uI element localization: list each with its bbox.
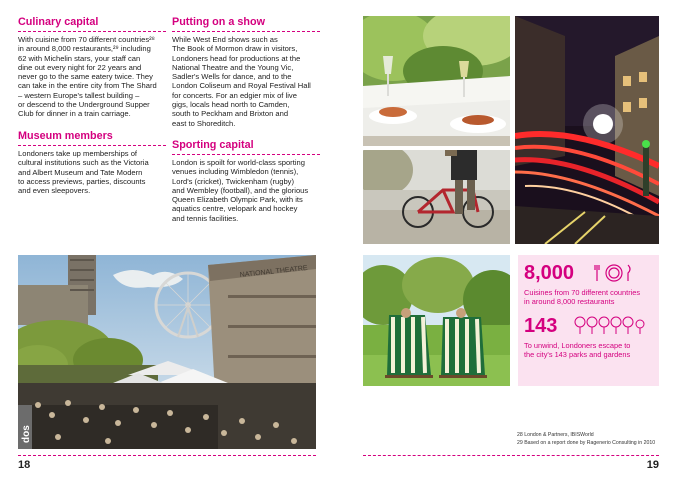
putting-heading: Putting on a show — [172, 16, 265, 28]
body-line: Sadler's Wells for dance, and to the — [172, 72, 292, 82]
body-line: can take in the entire city from The Shard — [18, 81, 157, 91]
body-line: dine out every night for 22 years and — [18, 62, 142, 72]
body-line: and tennis facilities. — [172, 213, 239, 223]
culinary-body — [18, 35, 166, 119]
body-line: Lord's (cricket), Twickenham (rugby) — [172, 176, 295, 186]
body-line: in around 8,000 restaurants,²⁹ including — [18, 44, 151, 54]
sporting-body — [172, 158, 320, 223]
night-street-photo — [515, 16, 659, 244]
cyclist-photo — [363, 150, 510, 244]
body-line: Club for dinner in a train carriage. — [18, 109, 131, 119]
trees-icon — [574, 315, 646, 340]
museum-body — [18, 149, 166, 195]
body-line: and Albert Museum and Tate Modern — [18, 167, 143, 177]
body-line: or descend to the Underground Supper — [18, 100, 150, 110]
body-line: south to Peckham and Brixton and — [172, 109, 289, 119]
stat-number-restaurants: 8,000 — [524, 262, 575, 284]
body-line: never go to the same eatery twice. They — [18, 72, 153, 82]
caption-line: in around 8,000 restaurants — [524, 297, 615, 306]
museum-heading: Museum members — [18, 130, 113, 142]
putting-body — [172, 35, 320, 128]
footnote: 28 London & Partners, IBISWorld — [517, 432, 594, 438]
body-line: east to Shoreditch. — [172, 118, 236, 128]
culinary-section — [18, 16, 166, 119]
stat-number-parks: 143 — [524, 315, 558, 337]
footer-rule — [18, 455, 316, 456]
section-rule — [172, 31, 320, 32]
right-page — [340, 0, 680, 480]
body-line: Londoners head for productions at the — [172, 53, 301, 63]
museum-section — [18, 130, 166, 195]
stat-caption-restaurants — [524, 288, 656, 306]
body-line: With cuisine from 70 different countries²⁸ — [18, 35, 155, 44]
caption-line: the city's 143 parks and gardens — [524, 350, 631, 359]
page-number: 18 — [18, 459, 31, 471]
body-line: gigs, locals head north to Camden, — [172, 100, 290, 110]
sporting-heading: Sporting capital — [172, 139, 254, 151]
section-rule — [18, 145, 166, 146]
theatre-sign-text: NATIONAL THEATRE — [239, 264, 309, 279]
body-line: – western Europe's tallest building – — [18, 90, 140, 100]
caption-line: Cuisines from 70 different countries — [524, 288, 641, 297]
body-line: for concerts. For an edgier mix of live — [172, 90, 297, 100]
park-photo — [363, 255, 510, 386]
stats-panel — [518, 255, 659, 386]
dining-photo — [363, 16, 510, 146]
body-line: and even sleepovers. — [18, 186, 91, 196]
body-line: cultural institutions such as the Victoria — [18, 158, 149, 168]
footnote: 29 Based on a report done by Ragenerio Consulting in 2010 — [517, 440, 656, 446]
banner-text: dos — [21, 425, 32, 443]
southbank-photo — [18, 255, 316, 449]
body-line: to access previews, parties, discounts — [18, 176, 146, 186]
sporting-section — [172, 139, 320, 223]
body-line: Londoners take up memberships of — [18, 149, 138, 158]
section-rule — [18, 31, 166, 32]
footer-rule — [363, 455, 659, 456]
body-line: aquatics centre, velopark and hockey — [172, 204, 298, 214]
putting-section — [172, 16, 320, 128]
stat-caption-parks — [524, 341, 656, 359]
plate-cutlery-icon — [594, 264, 634, 287]
body-line: London is spoilt for world-class sporting — [172, 158, 305, 167]
page-number: 19 — [646, 459, 659, 471]
body-line: Queen Elizabeth Olympic Park, with its — [172, 195, 303, 205]
body-line: London Coliseum and Royal Festival Hall — [172, 81, 311, 91]
body-line: venues including Wimbledon (tennis), — [172, 167, 299, 177]
caption-line: To unwind, Londoners escape to — [524, 341, 631, 350]
culinary-heading: Culinary capital — [18, 16, 99, 28]
body-line: 62 with Michelin stars, your staff can — [18, 53, 141, 63]
body-line: National Theatre and the Young Vic, — [172, 62, 294, 72]
body-line: While West End shows such as — [172, 35, 278, 44]
body-line: The Book of Mormon draw in visitors, — [172, 44, 298, 54]
section-rule — [172, 154, 320, 155]
body-line: and Wembley (football), and the glorious — [172, 185, 309, 195]
